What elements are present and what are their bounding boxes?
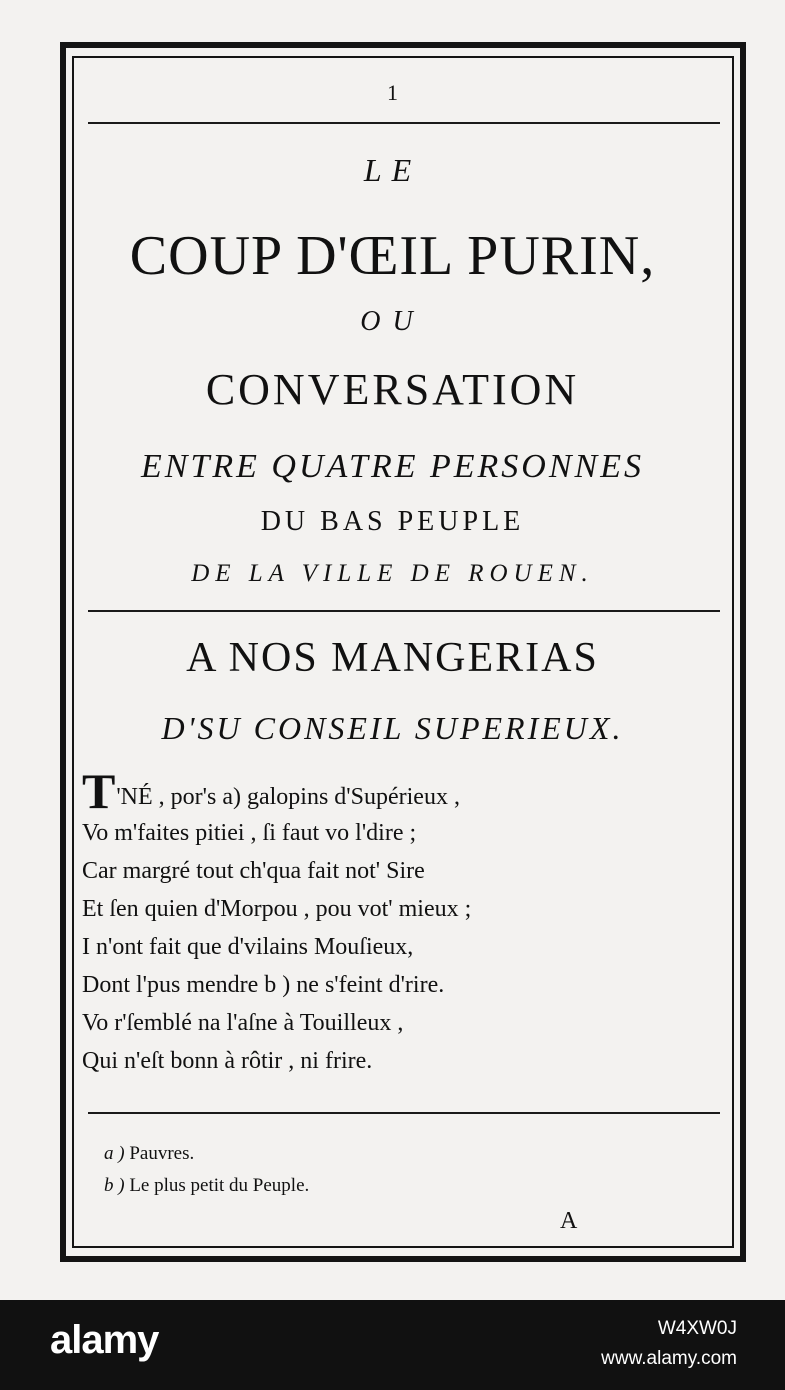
footnote-rule [88,1112,720,1114]
footnote [104,1138,309,1170]
dedication-line-2: D'SU CONSEIL SUPERIEUX. [161,710,624,746]
poem-line: Dont l'pus mendre b ) ne s'feint d'rire. [82,972,445,998]
footnote-key: b ) [104,1175,125,1196]
poem [82,763,722,1080]
poem-line: Car margré tout ch'qua fait not' Sire [82,858,425,884]
footnote-text: Pauvres. [129,1143,195,1164]
footnote-key: a ) [104,1143,125,1164]
watermark-bar [0,1300,785,1390]
catchword: A [560,1208,578,1234]
poem-line: I n'ont fait que d'vilains Mouſieux, [82,934,414,960]
header-rule [88,122,720,124]
poem-line-1-text: 'NÉ , por's a) galopins d'Supérieux , [116,784,460,810]
footnotes [104,1138,309,1202]
title-le: LE [363,152,422,188]
footnote-text: Le plus petit du Peuple. [129,1175,310,1196]
title-main: COUP D'ŒIL PURIN, [129,225,656,287]
title-ville: DE LA VILLE DE ROUEN. [191,560,594,587]
alamy-logo: alamy [50,1318,159,1362]
drop-cap: T [82,763,116,819]
title-conversation: CONVERSATION [205,365,580,414]
page-number: 1 [387,80,398,105]
site-url: www.alamy.com [601,1348,737,1369]
footnote [104,1170,309,1202]
title-rule [88,610,720,612]
image-id: W4XW0J [657,1318,737,1339]
title-entre: ENTRE QUATRE PERSONNES [141,448,644,485]
title-bas-peuple: DU BAS PEUPLE [260,506,525,537]
poem-line: Et ſen quien d'Morpou , pou vot' mieux ; [82,896,472,922]
title-ou: OU [360,306,425,337]
dedication-line-1: A NOS MANGERIAS [186,635,599,681]
poem-line-1 [82,763,722,819]
poem-line: Qui n'eſt bonn à rôtir , ni frire. [82,1048,373,1074]
poem-line: Vo r'ſemblé na l'aſne à Touilleux , [82,1010,404,1036]
poem-line: Vo m'faites pitiei , ſi faut vo l'dire ; [82,820,417,846]
watermark-id [601,1314,737,1374]
